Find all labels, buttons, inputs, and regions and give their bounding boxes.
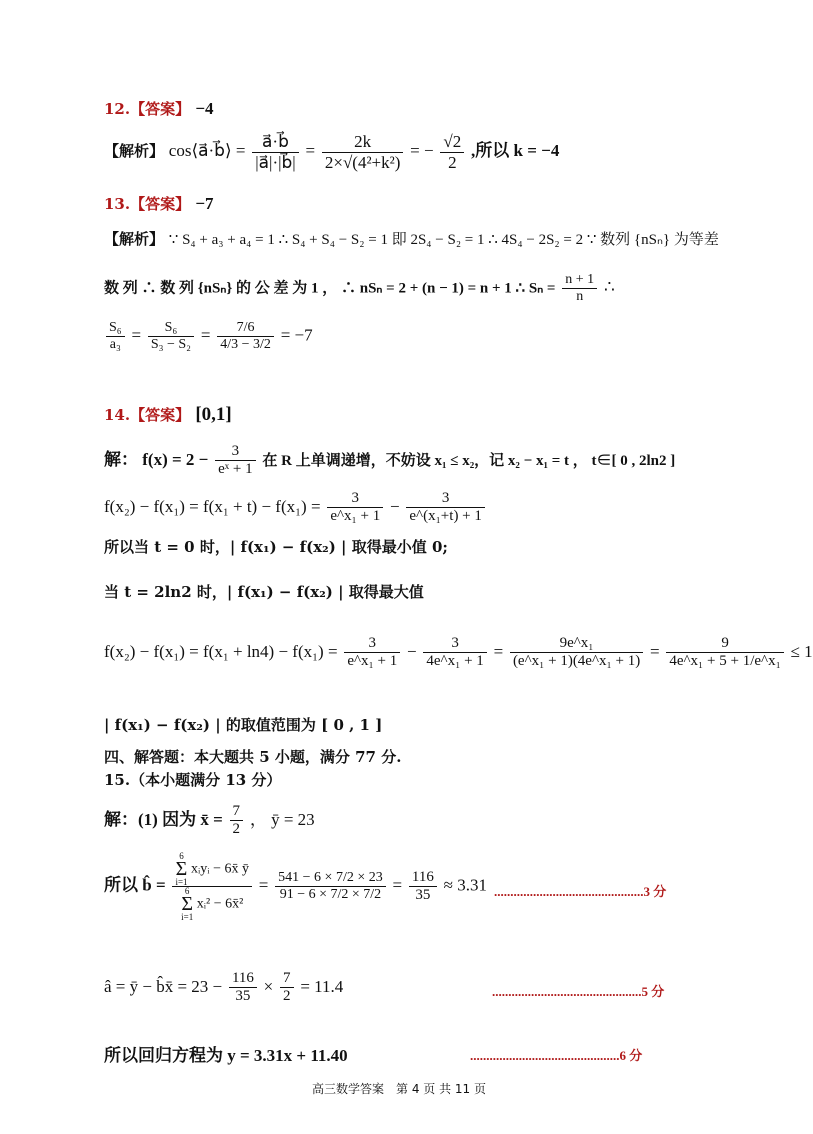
q13-line-2-end: ∴: [603, 277, 615, 297]
q15-bhat-fraction-1: 6 Σ i=1 xᵢyᵢ − 6x̄ ȳ 6 Σ i=1 xᵢ² − 6x̄²: [172, 852, 252, 921]
q15-line-4: [104, 1047, 348, 1064]
q14-fraction-5a: $\frac{3}{\text{e\textasciicircum{}x₁ + 1}}$: [344, 635, 400, 671]
q13-answer-label: 【答案】: [130, 195, 191, 213]
q13-fraction-3: $\frac{7/6}{4/3 - 3/2}$: [217, 320, 274, 353]
q15-ahat-fraction-1: $\frac{116}{35}$: [229, 970, 257, 1006]
q15-line-1-post: ， ȳ = 23: [249, 809, 315, 829]
q13-result: = −7: [280, 325, 313, 345]
q14-fraction-5d: $\frac{9}{\text{4e\textasciicircum{}x₁ + 5 + 1/e\textasciicircum{}x₁}}$: [666, 635, 783, 671]
q13-line-2-text: 数 列 ∴ 数 列 {nSₙ} 的 公 差 为 1 ， ∴ nSₙ = 2 + (n − 1) = n + 1 ∴ Sₙ =: [104, 280, 556, 297]
score-mark-3: ..............................................3 分: [494, 884, 667, 899]
q15-line-1: [104, 803, 315, 839]
q12-lhs: cos⟨a⃗·b⃗⟩ =: [168, 141, 246, 161]
q13-line-2: [104, 272, 615, 305]
q13-line-1-text: ∵ S₄ + a₃ + a₄ = 1 ∴ S₄ + S₄ − S₂ = 1 即 2S₄ − S₂ = 1 ∴ 4S₄ − 2S₂ = 2 ∵ 数列 {nSₙ} 为等差: [168, 232, 719, 248]
q14-line-3: 所以当 t = 0 时，| f(x₁) − f(x₂) | 取得最小值 0;: [104, 538, 448, 556]
q15-line-3: [104, 970, 343, 1006]
q12-answer-value: −4: [195, 99, 214, 118]
q15-bhat-fraction-3: $\frac{116}{35}$: [409, 869, 437, 905]
q12-answer-label: 【答案】: [130, 100, 191, 118]
q14-header: [104, 405, 232, 424]
q14-line-1: [104, 443, 675, 479]
q14-line-4: 当 t = 2ln2 时，| f(x₁) − f(x₂) | 取得最大值: [104, 583, 424, 601]
q15-line-2-pre: 所以 b̂ =: [104, 875, 166, 895]
q15-line-1-pre: 解：(1) 因为 x̄ =: [104, 809, 223, 829]
q13-fraction-2: $\frac{\text{S₆}}{\text{S₃ − S₂}}$: [148, 320, 194, 353]
q14-line-5-end: ≤ 1: [790, 641, 813, 661]
q14-number: 14.: [104, 406, 131, 424]
q15-title: 15.（本小题满分 13 分）: [104, 771, 282, 789]
q14-line-1-pre: 解： f(x) = 2 −: [104, 449, 209, 469]
q14-line-1-post: 在 R 上单调递增，不妨设 x₁ ≤ x₂，记 x₂ − x₁ = t ， t∈[ 0 , 2ln2 ]: [262, 452, 676, 469]
q12-number: 12.: [104, 100, 131, 118]
score-mark-5: ..............................................5 分: [492, 984, 665, 999]
q15-xbar-fraction: $\frac{7}{2}$: [230, 803, 244, 839]
sum-symbol-top: 6 Σ i=1: [175, 851, 188, 888]
q13-fraction-1: $\frac{\text{S₆}}{\text{a₃}}$: [106, 320, 125, 353]
q14-fraction-1: $\frac{3}{\text{eˣ + 1}}$: [215, 443, 255, 479]
score-mark-6: ..............................................6 分: [470, 1048, 643, 1063]
q14-fraction-5b: $\frac{3}{\text{4e\textasciicircum{}x₁ + 1}}$: [423, 635, 486, 671]
q12-header: [104, 100, 214, 117]
q14-line-6: | f(x₁) − f(x₂) | 的取值范围为 [ 0 , 1 ]: [104, 716, 383, 734]
q15-bhat-fraction-2: $\frac{541 - 6 \times 7/2 \times 23}{91 - 6 \times 7/2 \times 7/2}$: [275, 870, 386, 903]
section-heading: 四、解答题：本大题共 5 小题，满分 77 分.: [104, 748, 402, 766]
q14-line-5: f(x₂) − f(x₁) = f(x₁ + ln4) − f(x₁) = $\frac{3}{\text{e\textasciicircum{}x₁ + 1}}$ − $\frac{3}{\text{4e\textasciicircum{}x₁ + 1}}$ = $\frac{\text{9e\textasciicircum{}x₁}}{\text{(e\textasciicircum{}x₁ + 1)(4e\textasciicircum{}x₁ + 1)}}$ = $\frac{9}{\text{4e\textasciicircum{}x₁ + 5 + 1/e\textasciicircum{}x₁}}$ ≤ 1: [104, 635, 813, 670]
q12-analysis: 【解析】 cos⟨a⃗·b⃗⟩ = $\frac{a⃗\cdot b⃗}{|a⃗|\cdot|b⃗|}$ = $\frac{2k}{\text{2×√(4²+k²)}}$ = − $\frac{√2}{2}$ ,所以 k = −4: [104, 132, 560, 172]
q14-fraction-2a: $\frac{3}{\text{e\textasciicircum{}x₁ + 1}}$: [327, 490, 383, 526]
q14-line-5-pre: f(x₂) − f(x₁) = f(x₁ + ln4) − f(x₁) =: [104, 641, 338, 661]
q12-conclusion: ,所以 k = −4: [471, 141, 560, 161]
q12-fraction-1: $\frac{a⃗\cdot b⃗}{|a⃗|\cdot|b⃗|}$: [252, 132, 298, 172]
q12-analysis-label: 【解析】: [104, 142, 165, 161]
q15-line-3-times: ×: [263, 976, 274, 996]
q15-line-2: 所以 b̂ = 6 Σ i=1 xᵢyᵢ − 6x̄ ȳ 6 Σ i=1 xᵢ² − 6x̄² = $\frac{541 - 6 \times 7/2 \times 23}{91 - 6 \times 7/2 \times 7/2}$ = $\frac{116}{35}$ ≈ 3.31: [104, 851, 487, 923]
q15-line-3-end: = 11.4: [300, 976, 344, 996]
q13-line-1: [104, 232, 719, 248]
q15-line-3-pre: â = ȳ − b̂x̄ = 23 −: [104, 976, 223, 996]
q15-line-4-text: 所以回归方程为 y = 3.31x + 11.40: [104, 1046, 348, 1065]
q13-number: 13.: [104, 195, 131, 213]
q13-sn-fraction: $\frac{n + 1}{n}$: [562, 272, 597, 305]
q13-analysis-label: 【解析】: [104, 230, 165, 248]
q14-line-2: f(x₂) − f(x₁) = f(x₁ + t) − f(x₁) = $\frac{3}{\text{e\textasciicircum{}x₁ + 1}}$ − $\frac{3}{\text{e\textasciicircum{}(x₁+t) + 1}}$: [104, 490, 487, 526]
q14-answer-label: 【答案】: [130, 406, 191, 424]
page-footer: 高三数学答案 第 4 页 共 11 页: [312, 1082, 486, 1096]
q15-ahat-fraction-2: $\frac{7}{2}$: [280, 970, 294, 1006]
q14-fraction-5c: $\frac{\text{9e\textasciicircum{}x₁}}{\text{(e\textasciicircum{}x₁ + 1)(4e\textasciicircum{}x₁ + 1)}}$: [510, 635, 643, 671]
sum-symbol-bottom: 6 Σ i=1: [181, 886, 194, 923]
q12-fraction-2: $\frac{2k}{\text{2×√(4²+k²)}}$: [322, 132, 404, 172]
q14-answer-value: [0,1]: [195, 404, 232, 425]
q14-fraction-2b: $\frac{3}{\text{e\textasciicircum{}(x₁+t) + 1}}$: [406, 490, 485, 526]
q13-line-3: $\frac{\text{S₆}}{\text{a₃}}$ = $\frac{\text{S₆}}{\text{S₃ − S₂}}$ = $\frac{7/6}{4/3 - 3/2}$ = −7: [104, 320, 313, 353]
q13-answer-value: −7: [195, 194, 214, 213]
q14-line-2-pre: f(x₂) − f(x₁) = f(x₁ + t) − f(x₁) =: [104, 496, 321, 516]
q15-line-2-end: ≈ 3.31: [443, 875, 487, 895]
q13-header: [104, 195, 214, 212]
q12-fraction-3: $\frac{√2}{2}$: [440, 132, 464, 172]
